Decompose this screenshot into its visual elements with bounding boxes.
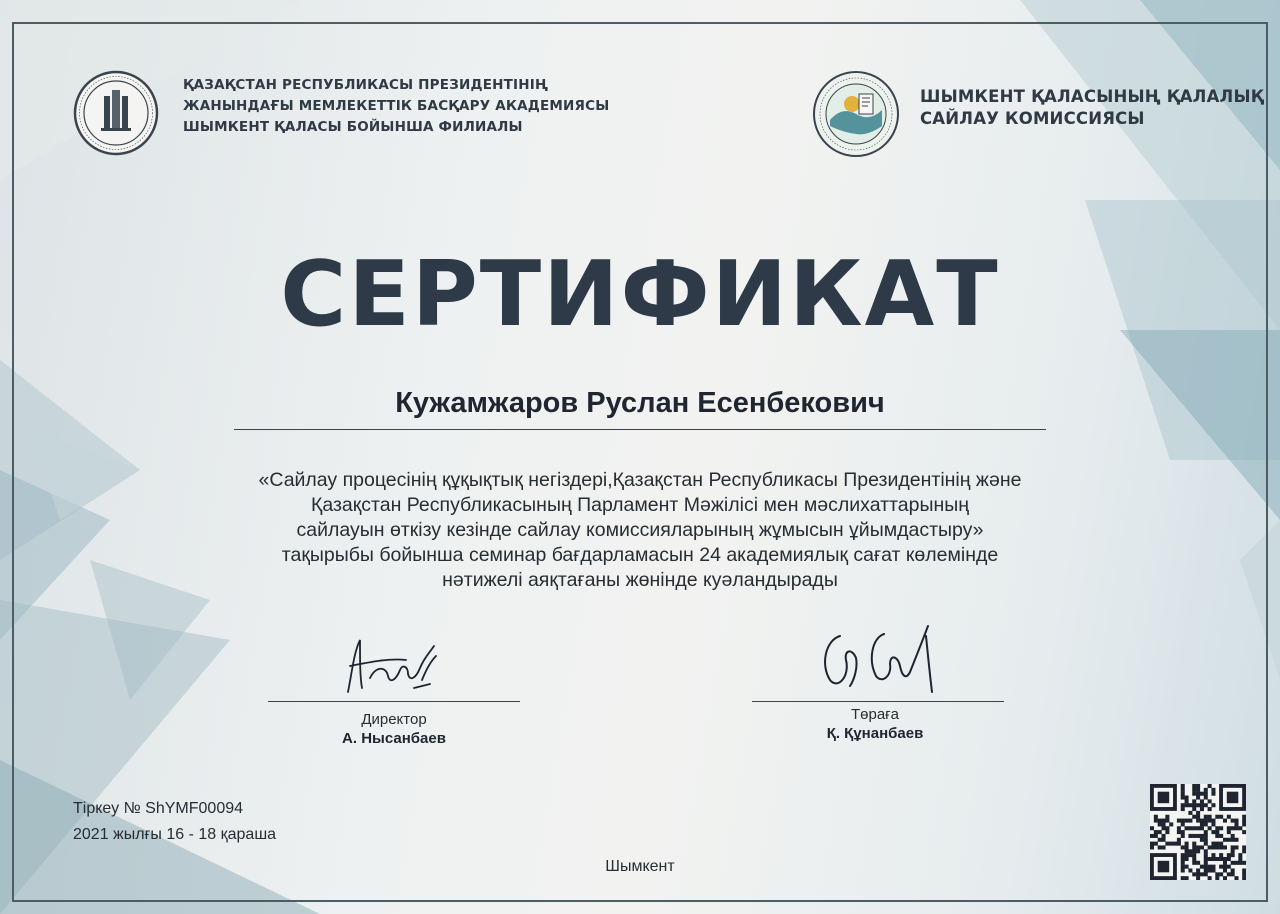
body-line: «Сайлау процесінің құқықтық негіздері,Қазақстан Республикасы Президентінің және bbox=[258, 469, 1022, 491]
certificate-title: СЕРТИФИКАТ bbox=[280, 242, 1000, 347]
right-org-line: ШЫМКЕНТ ҚАЛАСЫНЫҢ ҚАЛАЛЫҚ bbox=[920, 87, 1264, 106]
issue-city: Шымкент bbox=[605, 858, 675, 875]
signature-name: Қ. Құнанбаев bbox=[826, 725, 924, 742]
chairman-signature-icon bbox=[810, 606, 960, 698]
signature-name: А. Нысанбаев bbox=[342, 730, 446, 747]
qr-code-icon bbox=[1150, 784, 1246, 880]
registration-info bbox=[73, 796, 276, 848]
recipient-underline bbox=[234, 429, 1046, 430]
director-signature-line bbox=[268, 701, 520, 702]
issue-date: 2021 жылғы 16 - 18 қараша bbox=[73, 826, 277, 843]
election-commission-seal-icon bbox=[812, 70, 900, 158]
chairman-signature-block bbox=[775, 706, 975, 744]
academy-seal-icon bbox=[73, 70, 159, 156]
director-signature-icon bbox=[330, 622, 460, 698]
certificate-body bbox=[120, 468, 1160, 593]
chairman-signature-line bbox=[752, 701, 1004, 702]
body-line: Қазақстан Республикасының Парламент Мәжілісі мен мәслихаттарының bbox=[310, 494, 970, 516]
recipient-name: Кужамжаров Руслан Есенбекович bbox=[395, 387, 885, 419]
signature-role: Директор bbox=[361, 711, 427, 728]
registration-number: Тіркеу № ShYMF00094 bbox=[73, 800, 244, 817]
body-line: тақырыбы бойынша семинар бағдарламасын 24 академиялық сағат көлемінде bbox=[281, 544, 999, 566]
certificate-border bbox=[12, 22, 1268, 902]
left-org-line: ШЫМКЕНТ ҚАЛАСЫ БОЙЫНША ФИЛИАЛЫ bbox=[183, 119, 523, 135]
left-organization-name bbox=[183, 75, 609, 138]
body-line: нәтижелі аяқтағаны жөнінде куәландырады bbox=[442, 569, 838, 591]
signature-role: Төраға bbox=[850, 706, 899, 723]
left-org-line: ҚАЗАҚСТАН РЕСПУБЛИКАСЫ ПРЕЗИДЕНТІНІҢ bbox=[183, 77, 549, 93]
left-org-line: ЖАНЫНДАҒЫ МЕМЛЕКЕТТІК БАСҚАРУ АКАДЕМИЯСЫ bbox=[183, 98, 610, 114]
right-organization-name bbox=[920, 86, 1264, 130]
right-org-line: САЙЛАУ КОМИССИЯСЫ bbox=[920, 109, 1145, 128]
body-line: сайлауын өткізу кезінде сайлау комиссияларының жұмысын ұйымдастыру» bbox=[296, 519, 984, 541]
director-signature-block bbox=[294, 711, 494, 749]
